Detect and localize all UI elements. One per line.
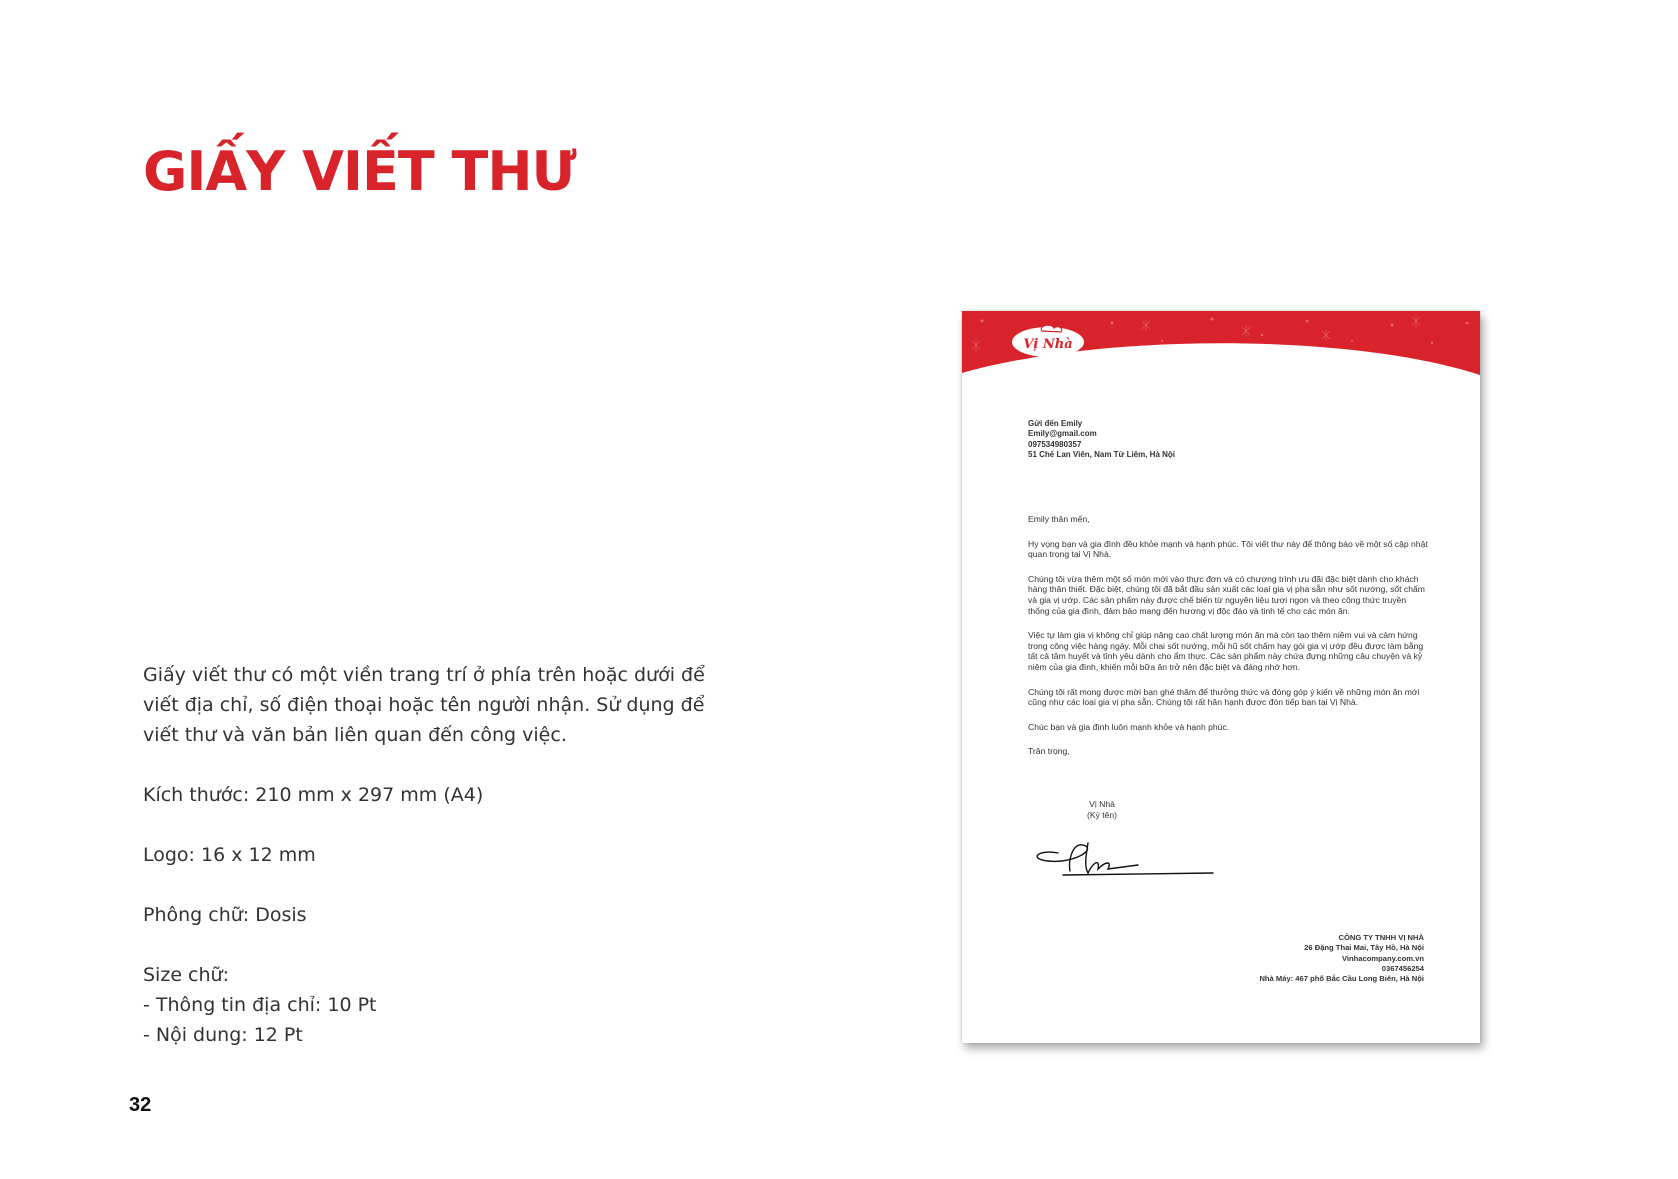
letter-greeting: Emily thân mến, (1028, 514, 1090, 524)
description-font-size-label: Size chữ: (143, 964, 229, 986)
letter-paragraph: Việc tự làm gia vị không chỉ giúp nâng cao chất lượng món ăn mà còn tạo thêm niềm vui và cảm hứng trong công việc hàng ngày. Mỗi chai sốt nướng, mỗi hũ sốt chấm hay gói gia vị ướp đều được làm bằng tất cả tâm huyết và tình yêu dành cho ẩm thực. Các sản phẩm này chứa đựng những câu chuyện và kỷ niệm của gia đình, khiến mỗi bữa ăn trở nên đặc biệt và đáng nhớ hơn. (1028, 630, 1424, 672)
letter-paragraph: Chúc bạn và gia đình luôn mạnh khỏe và hạnh phúc. (1028, 721, 1230, 732)
letterhead-mockup (962, 311, 1480, 1043)
company-line: CÔNG TY TNHH VỊ NHÀ (1338, 933, 1424, 942)
letter-closing: Trân trọng, (1028, 746, 1070, 757)
description-font-size-address: - Thông tin địa chỉ: 10 Pt (143, 994, 377, 1016)
page-title: GIẤY VIẾT THƯ (143, 140, 576, 203)
recipient-line: 51 Chế Lan Viên, Nam Từ Liêm, Hà Nội (1028, 449, 1176, 459)
handwritten-signature (1028, 831, 1228, 891)
description-intro: Giấy viết thư có một viền trang trí ở phía trên hoặc dưới để viết địa chỉ, số điện thoại hoặc tên người nhận. Sử dụng để viết thư và văn bản liên quan đến công việc. (143, 664, 705, 746)
letter-paragraph: Chúng tôi rất mong được mời bạn ghé thăm để thưởng thức và đóng góp ý kiến về những món ăn mới cũng như các loại gia vị pha sẵn. Chúng tôi rất hân hạnh được đón tiếp bạn tại Vị Nhà. (1028, 686, 1420, 708)
page-number: 32 (129, 1094, 152, 1116)
recipient-block (1028, 419, 1175, 460)
description-font-size-content: - Nội dung: 12 Pt (143, 1024, 303, 1046)
vi-nha-logo (1010, 322, 1086, 360)
recipient-line: 097534980357 (1028, 439, 1082, 449)
letter-paragraph: Chúng tôi vừa thêm một số món mới vào thực đơn và có chương trình ưu đãi đặc biệt dành cho khách hàng thân thiết. Đặc biệt, chúng tôi đã bắt đầu sản xuất các loại gia vị pha sẵn như sốt nướng, sốt chấm và gia vị ướp. Các sản phẩm này được chế biến từ nguyên liệu tươi ngon và theo công thức truyền thống của gia đình, đảm bảo mang đến hương vị độc đáo và tinh tế cho các món ăn. (1028, 573, 1425, 616)
letter-paragraph: Hy vọng bạn và gia đình đều khỏe mạnh và hạnh phúc. Tôi viết thư này để thông báo về một số cập nhật quan trọng tại Vị Nhà. (1028, 538, 1428, 560)
company-line: 0367456254 (1381, 963, 1424, 973)
svg-text:Vị Nhà: Vị Nhà (1023, 337, 1073, 352)
company-line: Nhà Máy: 467 phố Bắc Cầu Long Biên, Hà Nội (1259, 974, 1424, 984)
company-line: Vinhacompany.com.vn (1341, 953, 1424, 963)
signer-name: Vị Nhà (1089, 799, 1115, 809)
letter-body (1028, 514, 1428, 771)
signer-block (1072, 799, 1132, 820)
description-logo: Logo: 16 x 12 mm (143, 844, 316, 866)
signer-note: (Ký tên) (1086, 809, 1118, 820)
description-size: Kích thước: 210 mm x 297 mm (A4) (143, 784, 484, 806)
company-info (1259, 933, 1424, 984)
recipient-line: Gửi đến Emily (1028, 419, 1083, 428)
recipient-line: Emily@gmail.com (1028, 429, 1097, 439)
description (143, 660, 733, 1050)
description-font: Phông chữ: Dosis (143, 904, 307, 926)
company-line: 26 Đặng Thai Mai, Tây Hồ, Hà Nội (1304, 943, 1424, 953)
